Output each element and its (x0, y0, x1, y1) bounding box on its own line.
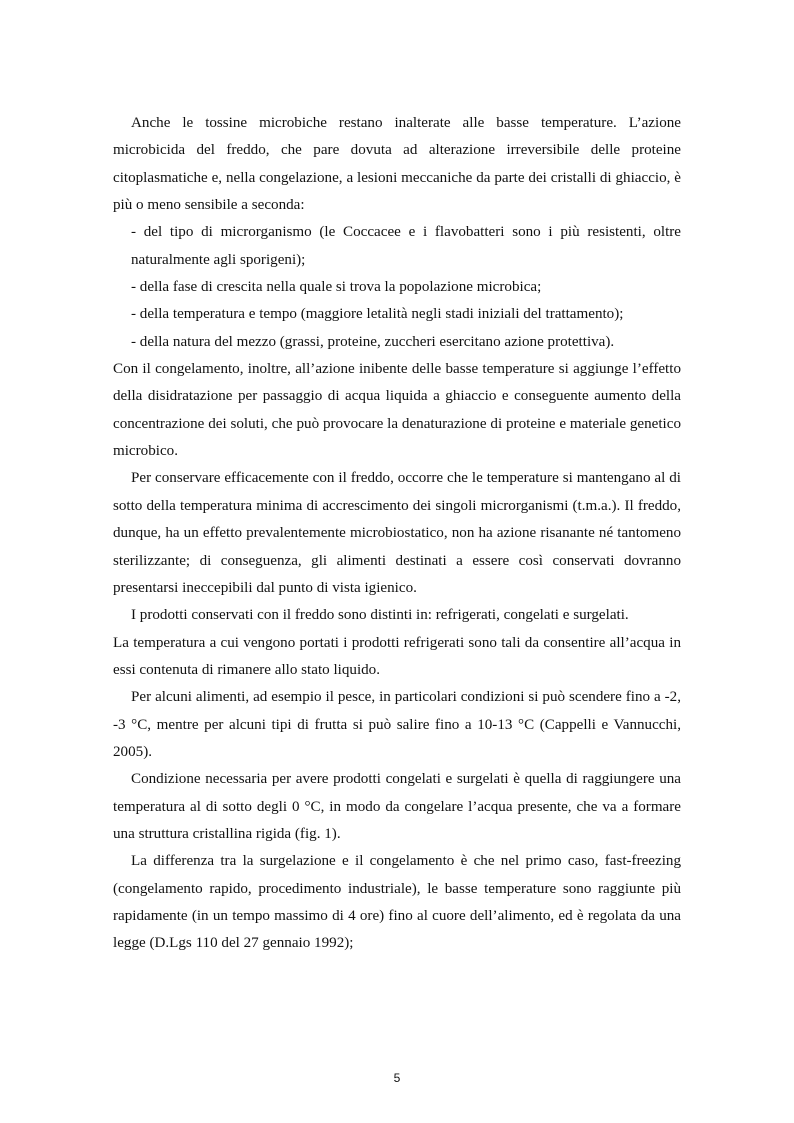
paragraph: Con il congelamento, inoltre, all’azione inibente delle basse temperature si aggiunge l’effetto della disidratazione per passaggio di acqua liquida a ghiaccio e conseguente aumento della concentrazione dei soluti, che può provocare la denaturazione di proteine e materiale genetico microbico. (113, 361, 681, 460)
list-item: - della temperatura e tempo (maggiore letalità negli stadi iniziali del trattamento); (131, 306, 624, 323)
list-item: - della natura del mezzo (grassi, proteine, zuccheri esercitano azione protettiva). (131, 333, 615, 350)
paragraph: Condizione necessaria per avere prodotti congelati e surgelati è quella di raggiungere una temperatura al di sotto degli 0 °C, in modo da congelare l’acqua presente, che va a formare una struttura cristallina rigida (fig. 1). (113, 771, 681, 842)
page-body (113, 110, 681, 958)
paragraph: Per conservare efficacemente con il freddo, occorre che le temperature si mantengano al di sotto della temperatura minima di accrescimento dei singoli microrganismi (t.m.a.). Il freddo, dunque, ha un effetto prevalentemente microbiostatico, non ha azione risanante né tantomeno sterilizzante; di conseguenza, gli alimenti destinati a essere così conservati dovranno presentarsi ineccepibili dal punto di vista igienico. (113, 470, 681, 596)
paragraph: I prodotti conservati con il freddo sono distinti in: refrigerati, congelati e surgelati. (131, 607, 629, 624)
paragraph: Anche le tossine microbiche restano inalterate alle basse temperature. L’azione microbicida del freddo, che pare dovuta ad alterazione irreversibile delle proteine citoplasmatiche e, nella congelazione, a lesioni meccaniche da parte dei cristalli di ghiaccio, è più o meno sensibile a seconda: (113, 115, 681, 214)
paragraph: Per alcuni alimenti, ad esempio il pesce, in particolari condizioni si può scendere fino a -2, -3 °C, mentre per alcuni tipi di frutta si può salire fino a 10-13 °C (Cappelli e Vannucchi, 2005). (113, 689, 681, 760)
paragraph: La temperatura a cui vengono portati i prodotti refrigerati sono tali da consentire all’acqua in essi contenuta di rimanere allo stato liquido. (113, 634, 681, 678)
paragraph: La differenza tra la surgelazione e il congelamento è che nel primo caso, fast-freezing (congelamento rapido, procedimento industriale), le basse temperature sono raggiunte più rapidamente (in un tempo massimo di 4 ore) fino al cuore dell’alimento, ed è regolata da una legge (D.Lgs 110 del 27 gennaio 1992); (113, 853, 681, 952)
list-item: - della fase di crescita nella quale si trova la popolazione microbica; (131, 279, 542, 296)
page-number: 5 (393, 1071, 401, 1085)
list-item: - del tipo di microrganismo (le Coccacee e i flavobatteri sono i più resistenti, oltre naturalmente agli sporigeni); (131, 224, 681, 268)
